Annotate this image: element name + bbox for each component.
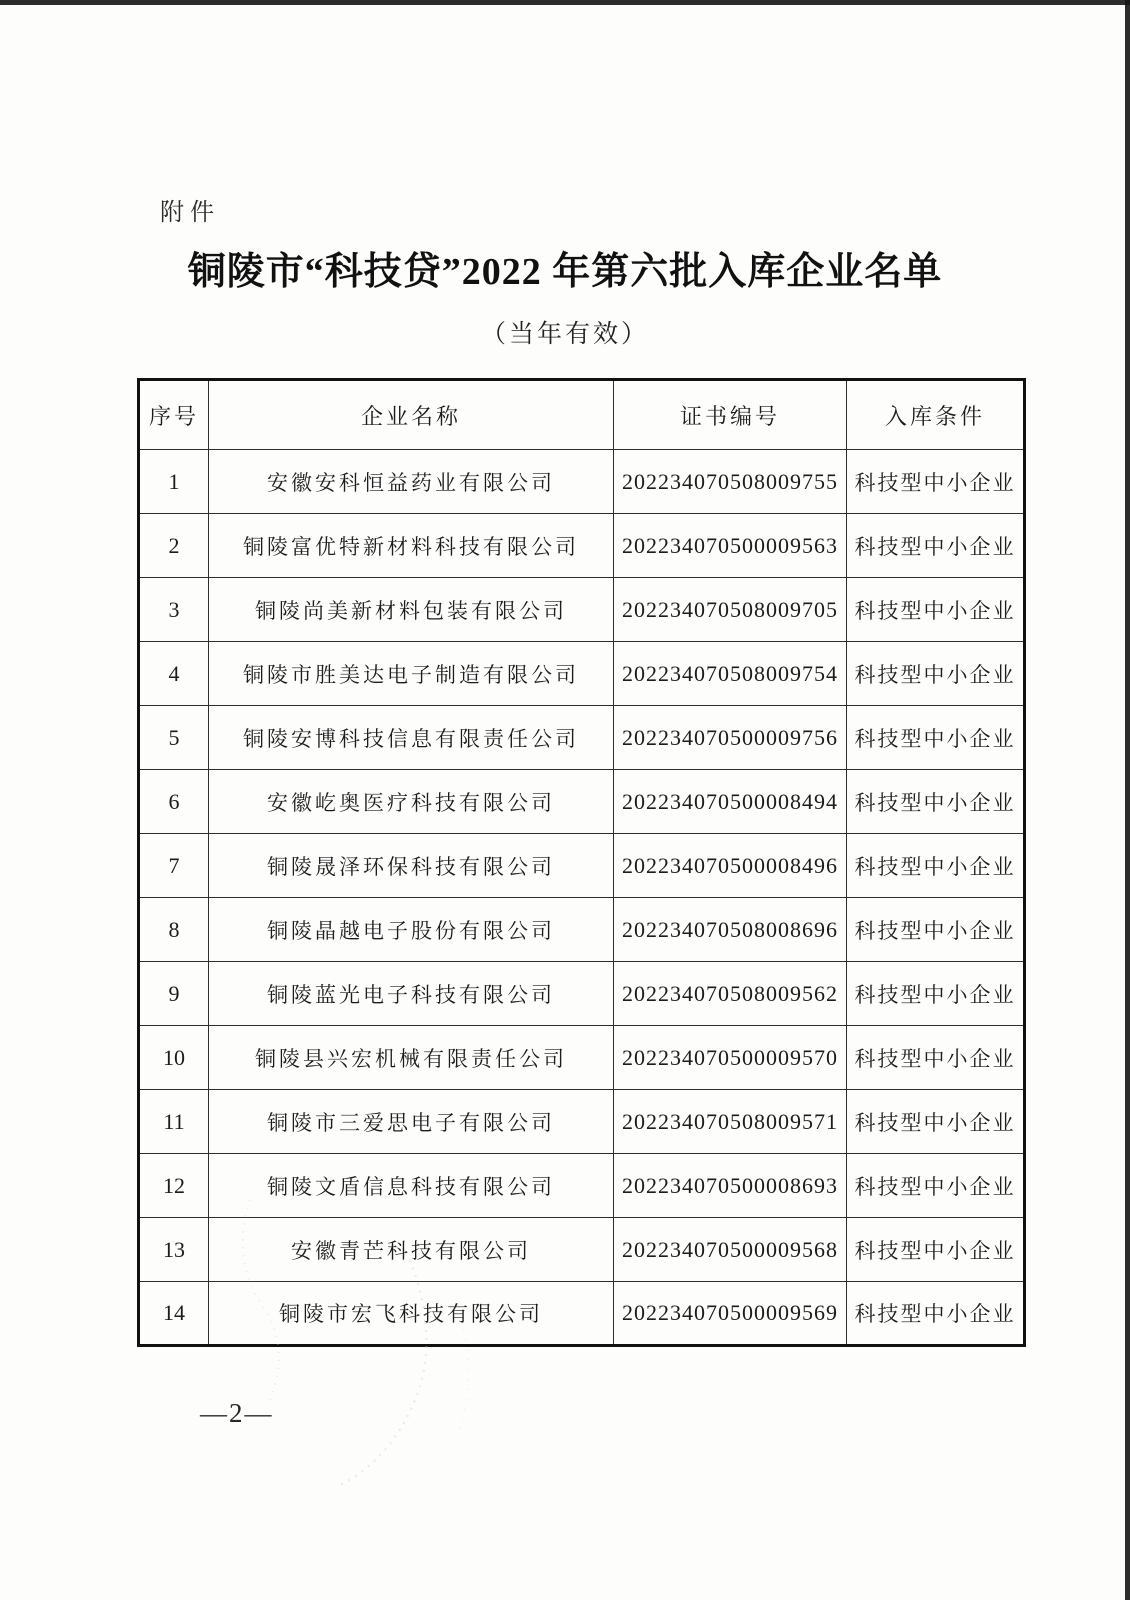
- cell-entry-condition: 科技型中小企业: [847, 578, 1025, 642]
- cell-index: 14: [139, 1282, 209, 1346]
- cell-company-name: 铜陵晶越电子股份有限公司: [209, 898, 614, 962]
- cell-certificate-number: 202234070500009563: [614, 514, 847, 578]
- table-row: [139, 1154, 1025, 1218]
- header-row: [139, 380, 1025, 450]
- col-header-company-name: 企业名称: [209, 380, 614, 450]
- scan-edge-top-artifact: [0, 0, 1130, 5]
- cell-company-name: 铜陵市胜美达电子制造有限公司: [209, 642, 614, 706]
- cell-entry-condition: 科技型中小企业: [847, 514, 1025, 578]
- col-header-entry-condition: 入库条件: [847, 380, 1025, 450]
- cell-company-name: 铜陵县兴宏机械有限责任公司: [209, 1026, 614, 1090]
- cell-entry-condition: 科技型中小企业: [847, 898, 1025, 962]
- cell-company-name: 铜陵尚美新材料包装有限公司: [209, 578, 614, 642]
- cell-certificate-number: 202234070508009705: [614, 578, 847, 642]
- cell-entry-condition: 科技型中小企业: [847, 1282, 1025, 1346]
- table-row: [139, 642, 1025, 706]
- document-subtitle: （当年有效）: [480, 321, 649, 348]
- cell-index: 4: [139, 642, 209, 706]
- table-row: [139, 770, 1025, 834]
- cell-index: 13: [139, 1218, 209, 1282]
- cell-index: 6: [139, 770, 209, 834]
- cell-certificate-number: 202234070508009562: [614, 962, 847, 1026]
- cell-company-name: 铜陵蓝光电子科技有限公司: [209, 962, 614, 1026]
- cell-entry-condition: 科技型中小企业: [847, 1026, 1025, 1090]
- cell-index: 11: [139, 1090, 209, 1154]
- cell-certificate-number: 202234070500009570: [614, 1026, 847, 1090]
- table-row: [139, 1282, 1025, 1346]
- table-row: [139, 578, 1025, 642]
- cell-certificate-number: 202234070500009756: [614, 706, 847, 770]
- cell-certificate-number: 202234070500009568: [614, 1218, 847, 1282]
- cell-company-name: 铜陵文盾信息科技有限公司: [209, 1154, 614, 1218]
- cell-index: 5: [139, 706, 209, 770]
- cell-entry-condition: 科技型中小企业: [847, 1090, 1025, 1154]
- table-header: [139, 380, 1025, 450]
- page-number: —2—: [200, 1398, 274, 1428]
- cell-index: 9: [139, 962, 209, 1026]
- cell-certificate-number: 202234070500008496: [614, 834, 847, 898]
- table-body: [139, 450, 1025, 1346]
- cell-certificate-number: 202234070500009569: [614, 1282, 847, 1346]
- cell-entry-condition: 科技型中小企业: [847, 706, 1025, 770]
- cell-index: 8: [139, 898, 209, 962]
- table-row: [139, 1218, 1025, 1282]
- cell-certificate-number: 202234070508009571: [614, 1090, 847, 1154]
- cell-index: 1: [139, 450, 209, 514]
- cell-company-name: 铜陵市三爱思电子有限公司: [209, 1090, 614, 1154]
- col-header-certificate-number: 证书编号: [614, 380, 847, 450]
- cell-certificate-number: 202234070508008696: [614, 898, 847, 962]
- table-row: [139, 834, 1025, 898]
- attachment-label: 附件: [160, 200, 220, 226]
- cell-entry-condition: 科技型中小企业: [847, 642, 1025, 706]
- cell-company-name: 安徽青芒科技有限公司: [209, 1218, 614, 1282]
- cell-index: 12: [139, 1154, 209, 1218]
- cell-entry-condition: 科技型中小企业: [847, 962, 1025, 1026]
- cell-entry-condition: 科技型中小企业: [847, 770, 1025, 834]
- cell-company-name: 铜陵晟泽环保科技有限公司: [209, 834, 614, 898]
- table-row: [139, 514, 1025, 578]
- document-title: 铜陵市“科技贷”2022 年第六批入库企业名单: [187, 251, 943, 293]
- table-row: [139, 1026, 1025, 1090]
- table-row: [139, 1090, 1025, 1154]
- table-row: [139, 450, 1025, 514]
- enterprise-table: [137, 378, 1026, 1347]
- table-row: [139, 898, 1025, 962]
- cell-company-name: 铜陵市宏飞科技有限公司: [209, 1282, 614, 1346]
- cell-certificate-number: 202234070508009754: [614, 642, 847, 706]
- cell-entry-condition: 科技型中小企业: [847, 450, 1025, 514]
- table-row: [139, 706, 1025, 770]
- table-row: [139, 962, 1025, 1026]
- cell-company-name: 铜陵富优特新材料科技有限公司: [209, 514, 614, 578]
- cell-company-name: 铜陵安博科技信息有限责任公司: [209, 706, 614, 770]
- cell-index: 10: [139, 1026, 209, 1090]
- cell-company-name: 安徽屹奥医疗科技有限公司: [209, 770, 614, 834]
- cell-certificate-number: 202234070500008494: [614, 770, 847, 834]
- cell-company-name: 安徽安科恒益药业有限公司: [209, 450, 614, 514]
- cell-certificate-number: 202234070500008693: [614, 1154, 847, 1218]
- cell-entry-condition: 科技型中小企业: [847, 1218, 1025, 1282]
- cell-index: 7: [139, 834, 209, 898]
- cell-certificate-number: 202234070508009755: [614, 450, 847, 514]
- cell-entry-condition: 科技型中小企业: [847, 1154, 1025, 1218]
- cell-index: 2: [139, 514, 209, 578]
- col-header-index: 序号: [139, 380, 209, 450]
- cell-entry-condition: 科技型中小企业: [847, 834, 1025, 898]
- cell-index: 3: [139, 578, 209, 642]
